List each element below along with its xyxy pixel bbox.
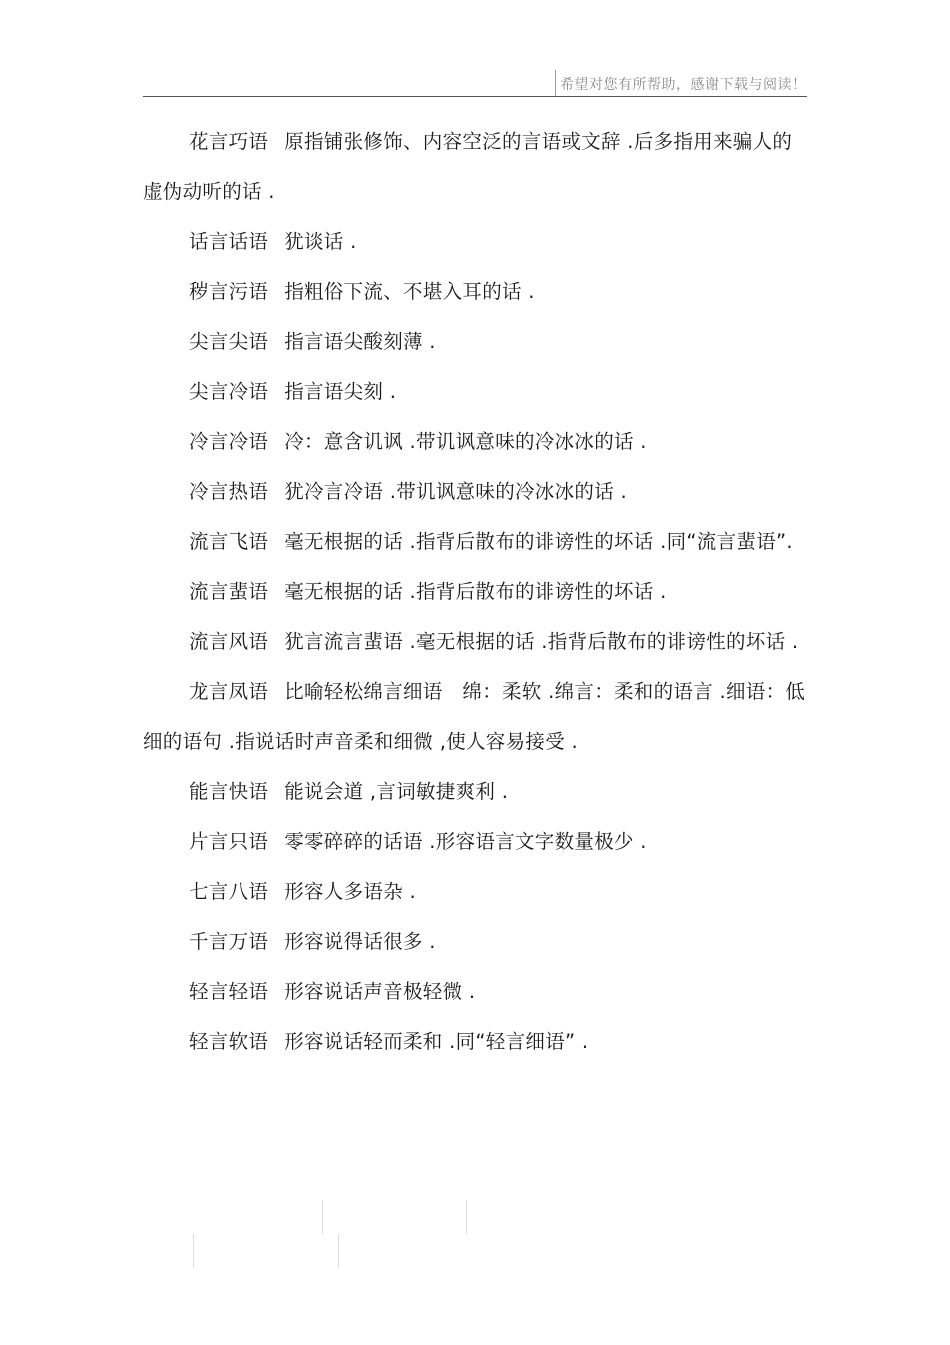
entry-definition: 冷：意含讥讽 .带讥讽意味的冷冰冰的话 .: [284, 430, 647, 453]
entry-lengyanlengyu: [143, 417, 807, 467]
entry-jianyanjianyu: [143, 317, 807, 367]
entry-definition: 零零碎碎的话语 .形容语言文字数量极少 .: [284, 830, 647, 853]
entry-definition: 形容说话声音极轻微 .: [284, 980, 476, 1003]
entry-term: 流言蜚语: [189, 580, 269, 603]
entry-term: 七言八语: [189, 880, 269, 903]
entry-definition: 指粗俗下流、不堪入耳的话 .: [284, 280, 535, 303]
entry-huiyanwuyu: [143, 267, 807, 317]
entry-term: 冷言热语: [189, 480, 269, 503]
entry-term: 秽言污语: [189, 280, 269, 303]
entry-term: 千言万语: [189, 930, 269, 953]
artifact-line: [338, 1234, 339, 1268]
entry-definition: 毫无根据的话 .指背后散布的诽谤性的坏话 .同“流言蜚语”.: [284, 530, 793, 553]
entry-term: 花言巧语: [189, 130, 269, 153]
entry-huayanhuayu: [143, 217, 807, 267]
artifact-line: [466, 1200, 467, 1234]
entry-term: 尖言尖语: [189, 330, 269, 353]
entry-term: 轻言轻语: [189, 980, 269, 1003]
header-separator: [555, 70, 556, 96]
entry-jianyanlengyu: [143, 367, 807, 417]
entry-qingyanruanyu: [143, 1017, 807, 1067]
entry-lengyanreyu: [143, 467, 807, 517]
entry-definition: 犹言流言蜚语 .毫无根据的话 .指背后散布的诽谤性的坏话 .: [284, 630, 799, 653]
entry-term: 冷言冷语: [189, 430, 269, 453]
entry-term: 轻言软语: [189, 1030, 269, 1053]
entry-longyanfengyu: [143, 667, 807, 767]
entry-qianyanwanyu: [143, 917, 807, 967]
entry-term: 话言话语: [189, 230, 269, 253]
entry-definition: 指言语尖酸刻薄 .: [284, 330, 436, 353]
entry-nengyankuaiyu: [143, 767, 807, 817]
entry-definition: 比喻轻松绵言细语 绵：柔软 .绵言：柔和的语言 .细语：低细的语句 .指说话时声音柔和细微 ,使人容易接受 .: [143, 680, 806, 753]
entry-pianyanzhiyu: [143, 817, 807, 867]
entry-definition: 形容人多语杂 .: [284, 880, 417, 903]
entry-term: 流言风语: [189, 630, 269, 653]
entry-definition: 毫无根据的话 .指背后散布的诽谤性的坏话 .: [284, 580, 667, 603]
entry-huayanqiaoyu: [143, 117, 807, 217]
entry-term: 流言飞语: [189, 530, 269, 553]
entry-definition: 指言语尖刻 .: [284, 380, 397, 403]
entry-term: 尖言冷语: [189, 380, 269, 403]
entry-definition: 形容说话轻而柔和 .同“轻言细语” .: [284, 1030, 589, 1053]
entry-definition: 原指铺张修饰、内容空泛的言语或文辞 .后多指用来骗人的虚伪动听的话 .: [143, 130, 793, 203]
entry-definition: 形容说得话很多 .: [284, 930, 436, 953]
entry-term: 能言快语: [189, 780, 269, 803]
entry-term: 龙言凤语: [189, 680, 269, 703]
entry-qingyanqingyu: [143, 967, 807, 1017]
header-rule: [143, 96, 807, 97]
entry-term: 片言只语: [189, 830, 269, 853]
entry-liuyanfeiyu-2: [143, 567, 807, 617]
document-body: [143, 117, 807, 1067]
entry-qiyanbayu: [143, 867, 807, 917]
entry-definition: 犹冷言冷语 .带讥讽意味的冷冰冰的话 .: [284, 480, 627, 503]
entry-definition: 犹谈话 .: [284, 230, 357, 253]
entry-definition: 能说会道 ,言词敏捷爽利 .: [284, 780, 509, 803]
entry-liuyanfeiyu: [143, 517, 807, 567]
entry-liuyanfengyu: [143, 617, 807, 667]
header-note: 希望对您有所帮助，感谢下载与阅读！: [560, 77, 807, 93]
artifact-line: [193, 1234, 194, 1268]
artifact-line: [322, 1200, 323, 1234]
